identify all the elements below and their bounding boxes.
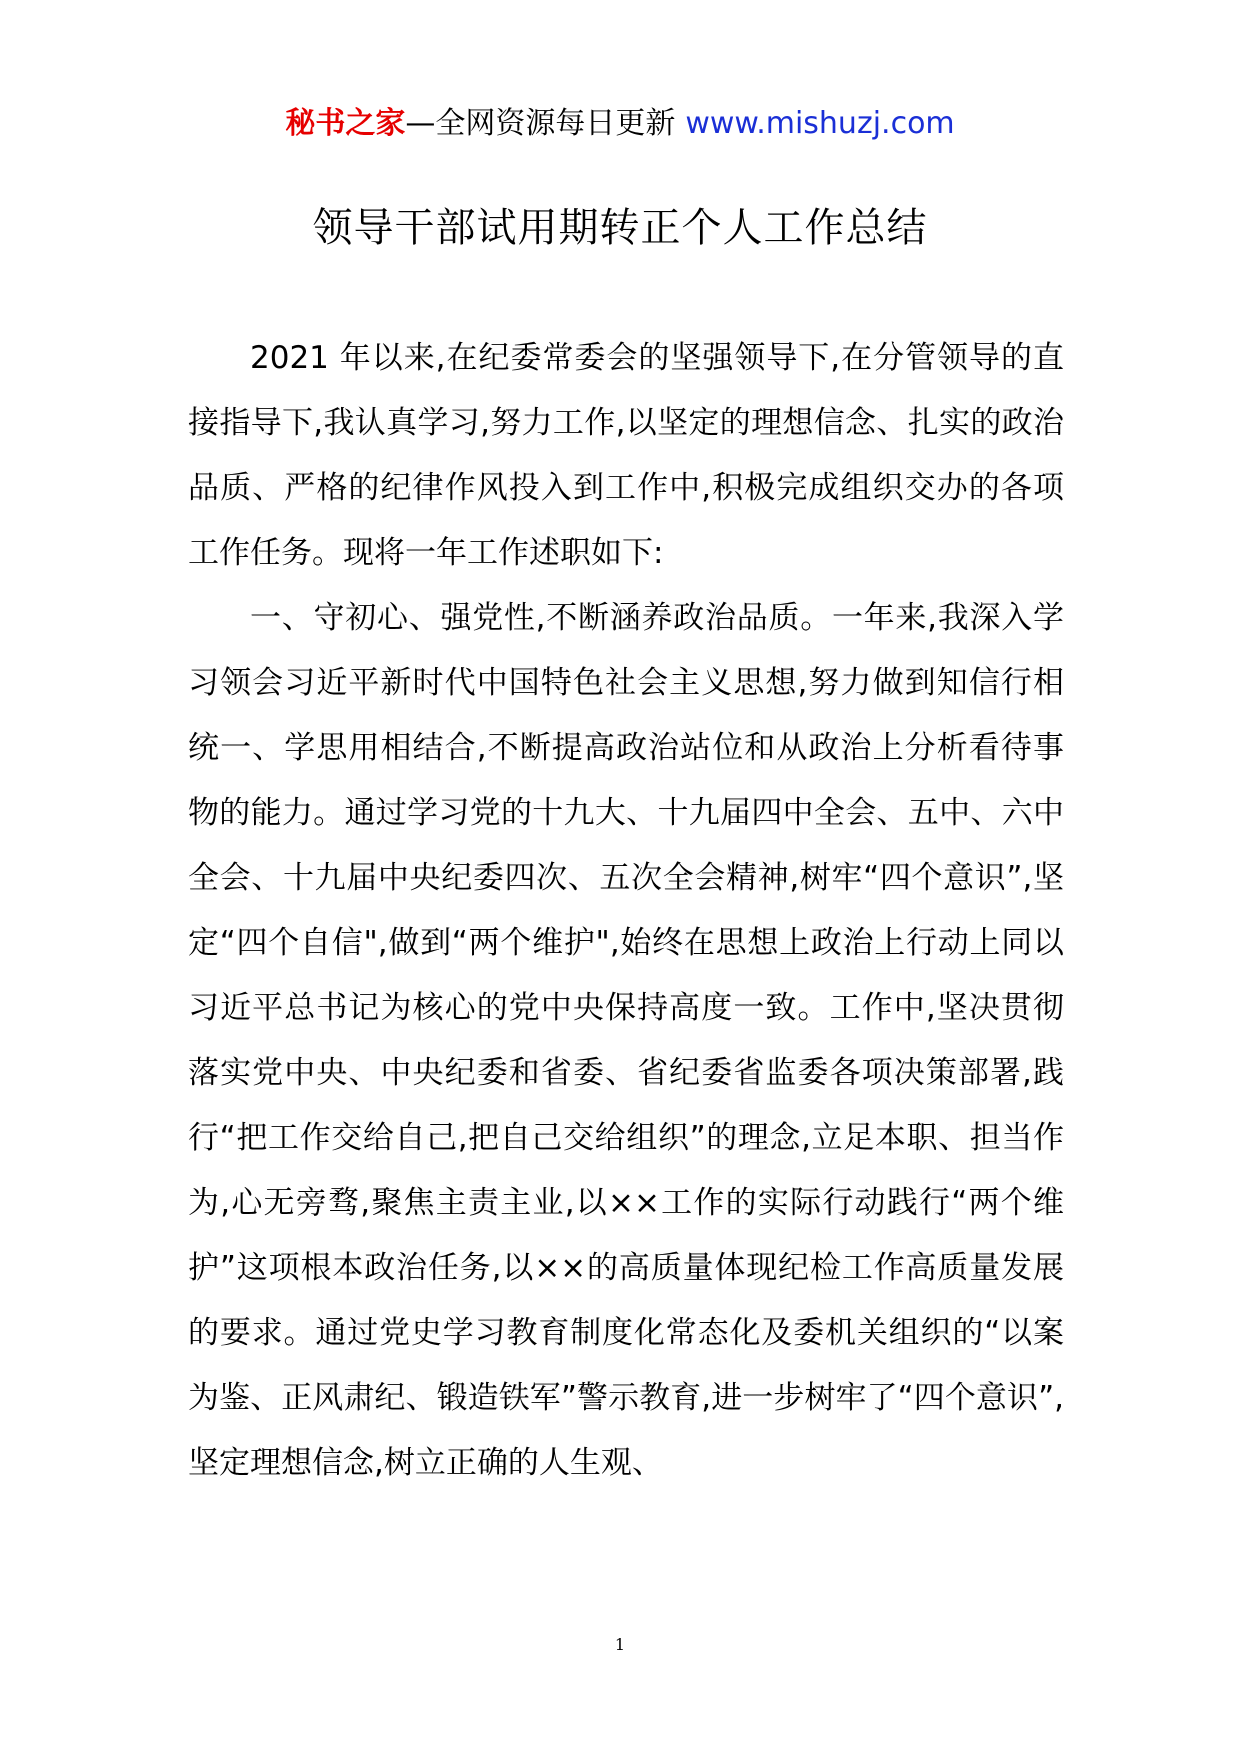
- document-title: 领导干部试用期转正个人工作总结: [312, 205, 928, 251]
- paragraph-section-one: 一、守初心、强党性,不断涵养政治品质。一年来,我深入学习领会习近平新时代中国特色社会主义思想,努力做到知信行相统一、学思用相结合,不断提高政治站位和从政治上分析看待事物的能力。通过学习党的十九大、十九届四中全会、五中、六中全会、十九届中央纪委四次、五次全会精神,树牢“四个意识”,坚定“四个自信",做到“两个维护",始终在思想上政治上行动上同以习近平总书记为核心的党中央保持高度一致。工作中,坚决贯彻落实党中央、中央纪委和省委、省纪委省监委各项决策部署,践行“把工作交给自己,把自己交给组织”的理念,立足本职、担当作为,心无旁骛,聚焦主责主业,以××工作的实际行动践行“两个维护”这项根本政治任务,以××的高质量体现纪检工作高质量发展的要求。通过党史学习教育制度化常态化及委机关组织的“以案为鉴、正风肃纪、锻造铁军”警示教育,进一步树牢了“四个意识”,坚定理想信念,树立正确的人生观、: [188, 600, 1064, 1481]
- banner-slogan: —全网资源每日更新: [405, 106, 676, 141]
- brand-name: 秘书之家: [285, 106, 406, 141]
- banner-url[interactable]: www.mishuzj.com: [685, 106, 955, 141]
- page-number: 1: [614, 1635, 626, 1654]
- site-banner: [0, 104, 1240, 144]
- document-body: [188, 326, 1064, 1496]
- paragraph-intro: 2021 年以来,在纪委常委会的坚强领导下,在分管领导的直接指导下,我认真学习,努力工作,以坚定的理想信念、扎实的政治品质、严格的纪律作风投入到工作中,积极完成组织交办的各项工作任务。现将一年工作述职如下:: [188, 340, 1064, 571]
